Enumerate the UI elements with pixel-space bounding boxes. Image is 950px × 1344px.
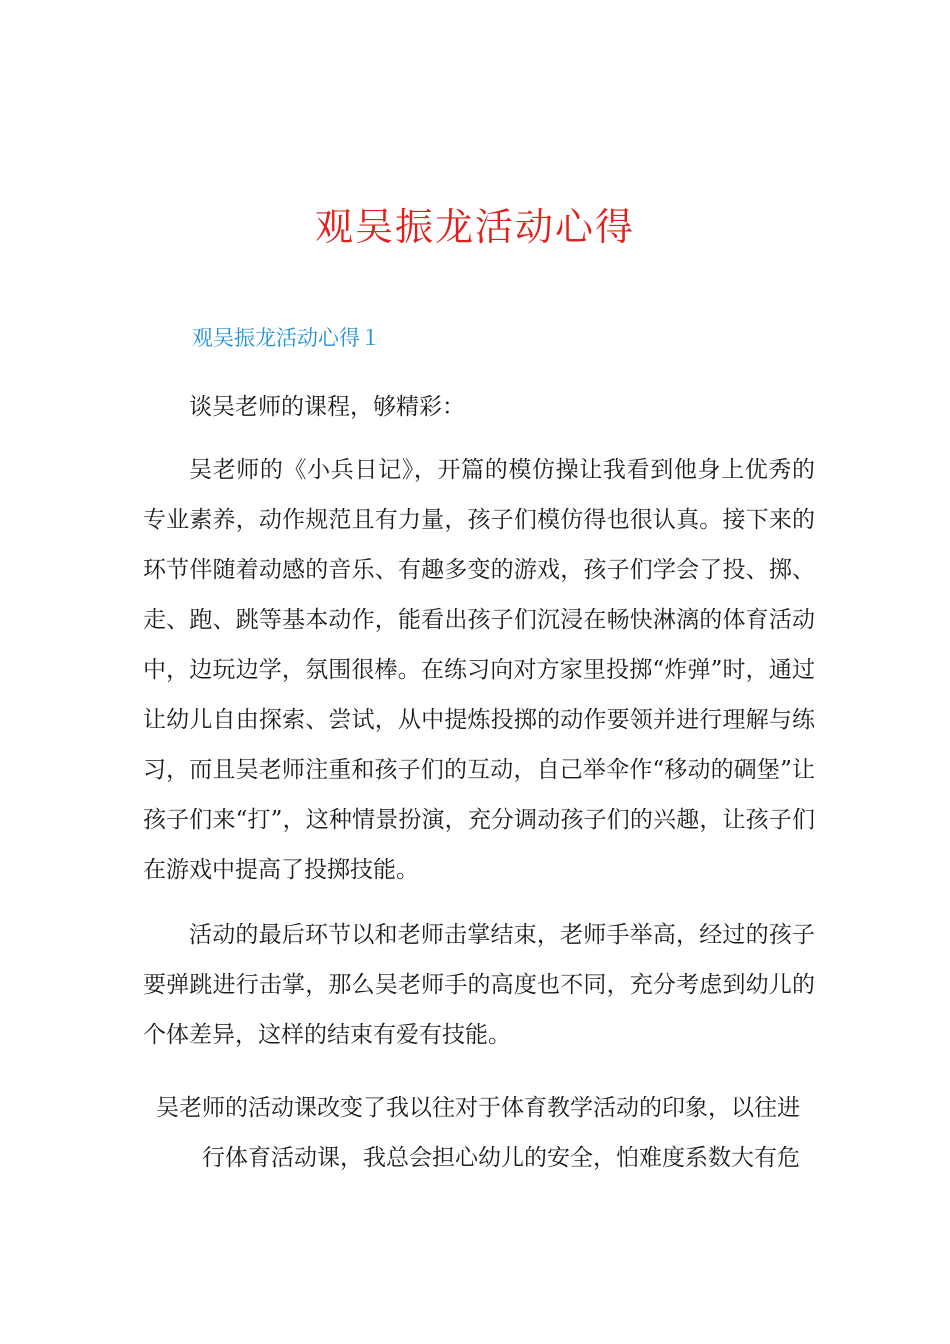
paragraph-last-line1: 吴老师的活动课改变了我以往对于体育教学活动的印象，以往进: [156, 1095, 800, 1121]
paragraph-ending: 活动的最后环节以和老师击掌结束，老师手举高，经过的孩子要弹跳进行击掌，那么吴老师手的高度也不同，充分考虑到幼儿的个体差异，这样的结束有爱有技能。: [143, 922, 815, 1048]
document-title: 观吴振龙活动心得: [314, 205, 635, 249]
paragraph-last: [156, 1083, 816, 1183]
paragraph-last-line2: 行体育活动课，我总会担心幼儿的安全，怕难度系数大有危: [202, 1145, 800, 1171]
paragraph-intro: 谈吴老师的课程，够精彩：: [189, 394, 465, 420]
paragraph-body: 吴老师的《小兵日记》，开篇的模仿操让我看到他身上优秀的专业素养，动作规范且有力量，孩子们模仿得也很认真。接下来的环节伴随着动感的音乐、有趣多变的游戏，孩子们学会了投、掷、走、跑、跳等基本动作，能看出孩子们沉浸在畅快淋漓的体育活动中，边玩边学，氛围很棒。在练习向对方家里投掷“炸弹”时，通过让幼儿自由探索、尝试，从中提炼投掷的动作要领并进行理解与练习，而且吴老师注重和孩子们的互动，自己举伞作“移动的碉堡”让孩子们来“打”，这种情景扮演，充分调动孩子们的兴趣，让孩子们在游戏中提高了投掷技能。: [143, 457, 815, 883]
section-heading: 观吴振龙活动心得１: [192, 326, 381, 350]
